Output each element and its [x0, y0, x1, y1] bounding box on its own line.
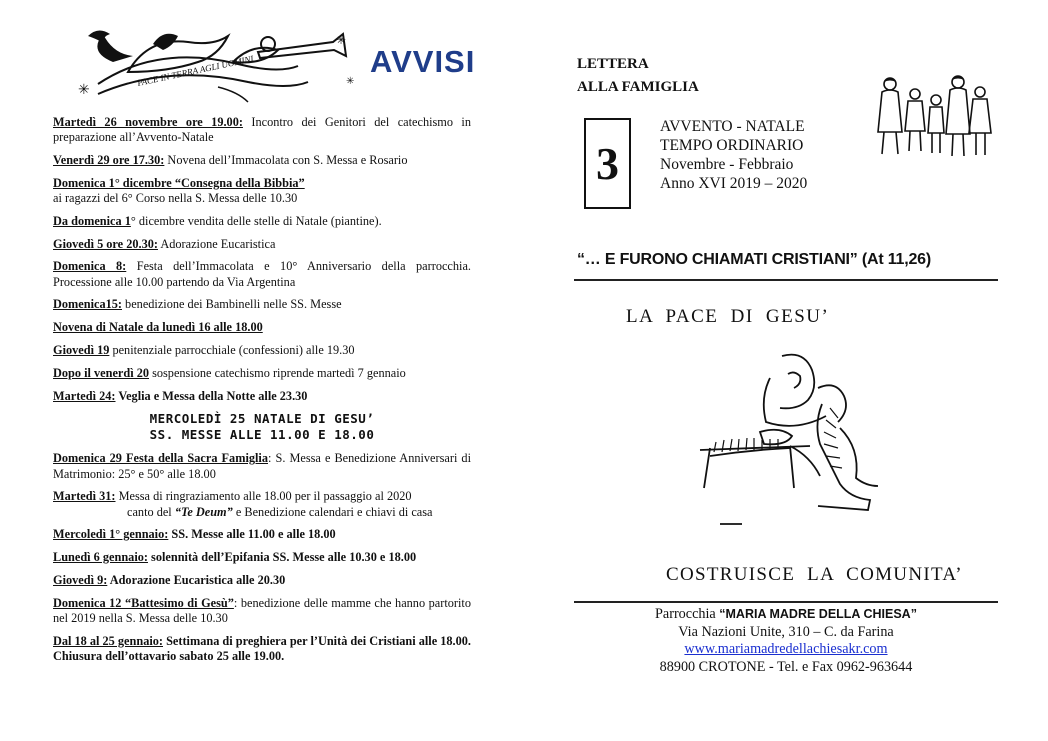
notice-item: Dal 18 al 25 gennaio: Settimana di preghiera per l’Unità dei Cristiani alle 18.00. Chiusura dell’ottavario sabato 25 alle 19.00.: [53, 633, 471, 663]
christmas-line-2: SS. MESSE ALLE 11.00 E 18.00: [149, 427, 375, 443]
issue-info-line: AVVENTO - NATALE: [660, 118, 805, 135]
notice-item: Giovedì 5 ore 20.30: Adorazione Eucaristica: [53, 236, 276, 251]
issue-info-line: Anno XVI 2019 – 2020: [660, 175, 808, 192]
parish-contact: [574, 606, 998, 676]
notice-item: Giovedì 9: Adorazione Eucaristica alle 20.30: [53, 572, 286, 587]
issue-number-box: 3: [584, 118, 631, 209]
comunita-heading: COSTRUISCE LA COMUNITA’: [666, 564, 963, 585]
notice-item: Domenica 12 “Battesimo di Gesù”: benedizione delle mamme che hanno partorito nel 2019 nella S. Messa delle 10.30: [53, 595, 471, 625]
parish-city-phone: 88900 CROTONE - Tel. e Fax 0962-963644: [659, 658, 913, 675]
notice-item: Martedì 31: Messa di ringraziamento alle 18.00 per il passaggio al 2020 canto del “Te Deum” e Benedizione calendari e chiavi di casa: [53, 489, 433, 519]
star-icon: ✳: [336, 33, 347, 47]
notice-item: Novena di Natale da lunedì 16 alle 18.00: [53, 320, 263, 335]
notice-item: Martedì 26 novembre ore 19.00: Incontro dei Genitori del catechismo in preparazione all’Avvento-Natale: [53, 115, 471, 145]
star-icon: ✳: [78, 83, 90, 98]
divider: [574, 279, 998, 281]
notice-item: Giovedì 19 penitenziale parrocchiale (confessioni) alle 19.30: [53, 342, 355, 357]
holy-family-illustration: [690, 348, 900, 528]
notice-item: Lunedì 6 gennaio: solennità dell’Epifania SS. Messe alle 10.30 e 18.00: [53, 550, 417, 565]
notice-item: Martedì 24: Veglia e Messa della Notte alle 23.30: [53, 388, 308, 403]
notice-item: Domenica 8: Festa dell’Immacolata e 10° Anniversario della parrocchia. Processione alle 10.00 partendo da Via Argentina: [53, 259, 471, 289]
angel-banner-illustration: [58, 22, 358, 104]
notice-item: Mercoledì 1° gennaio: SS. Messe alle 11.00 e alle 18.00: [53, 527, 336, 542]
issue-info-line: Novembre - Febbraio: [660, 156, 794, 173]
notice-item: Domenica 1° dicembre “Consegna della Bibbia” ai ragazzi del 6° Corso nella S. Messa delle 10.30: [53, 175, 305, 205]
lettera-heading: [577, 53, 699, 99]
star-icon: ✳: [346, 76, 355, 87]
christmas-announcement: [53, 411, 471, 443]
parish-name: “MARIA MADRE DELLA CHIESA”: [719, 607, 917, 621]
lettera-line-1: LETTERA: [577, 56, 649, 72]
avvisi-title: AVVISI: [370, 44, 476, 79]
pace-heading: LA PACE DI GESU’: [626, 306, 830, 327]
issue-info-line: TEMPO ORDINARIO: [660, 137, 804, 154]
notice-item: Domenica 29 Festa della Sacra Famiglia: S. Messa e Benedizione Anniversari di Matrimonio: 25° e 50° alle 18.00: [53, 451, 471, 481]
banner-text: PACE IN TERRA AGLI UOMINI: [136, 53, 255, 88]
notice-item: Dopo il venerdì 20 sospensione catechismo riprende martedì 7 gennaio: [53, 365, 406, 380]
notice-item: Da domenica 1° dicembre vendita delle stelle di Natale (piantine).: [53, 213, 382, 228]
notice-item: Domenica15: benedizione dei Bambinelli nelle SS. Messe: [53, 297, 342, 312]
notices-list: [53, 115, 471, 672]
notice-item: Venerdì 29 ore 17.30: Novena dell’Immacolata con S. Messa e Rosario: [53, 153, 408, 167]
motto-quote: “… E FURONO CHIAMATI CRISTIANI” (At 11,26): [577, 251, 931, 268]
parish-name-line: Parrocchia “MARIA MADRE DELLA CHIESA”: [655, 606, 917, 622]
christmas-line-1: MERCOLEDÌ 25 NATALE DI GESU’: [149, 411, 375, 427]
parish-website-link[interactable]: www.mariamadredellachiesakr.com: [684, 641, 888, 657]
issue-info: [660, 117, 807, 193]
lettera-line-2: ALLA FAMIGLIA: [577, 79, 699, 95]
divider: [574, 601, 998, 603]
family-group-illustration: [870, 70, 995, 160]
parish-address: Via Nazioni Unite, 310 – C. da Farina: [678, 623, 894, 640]
